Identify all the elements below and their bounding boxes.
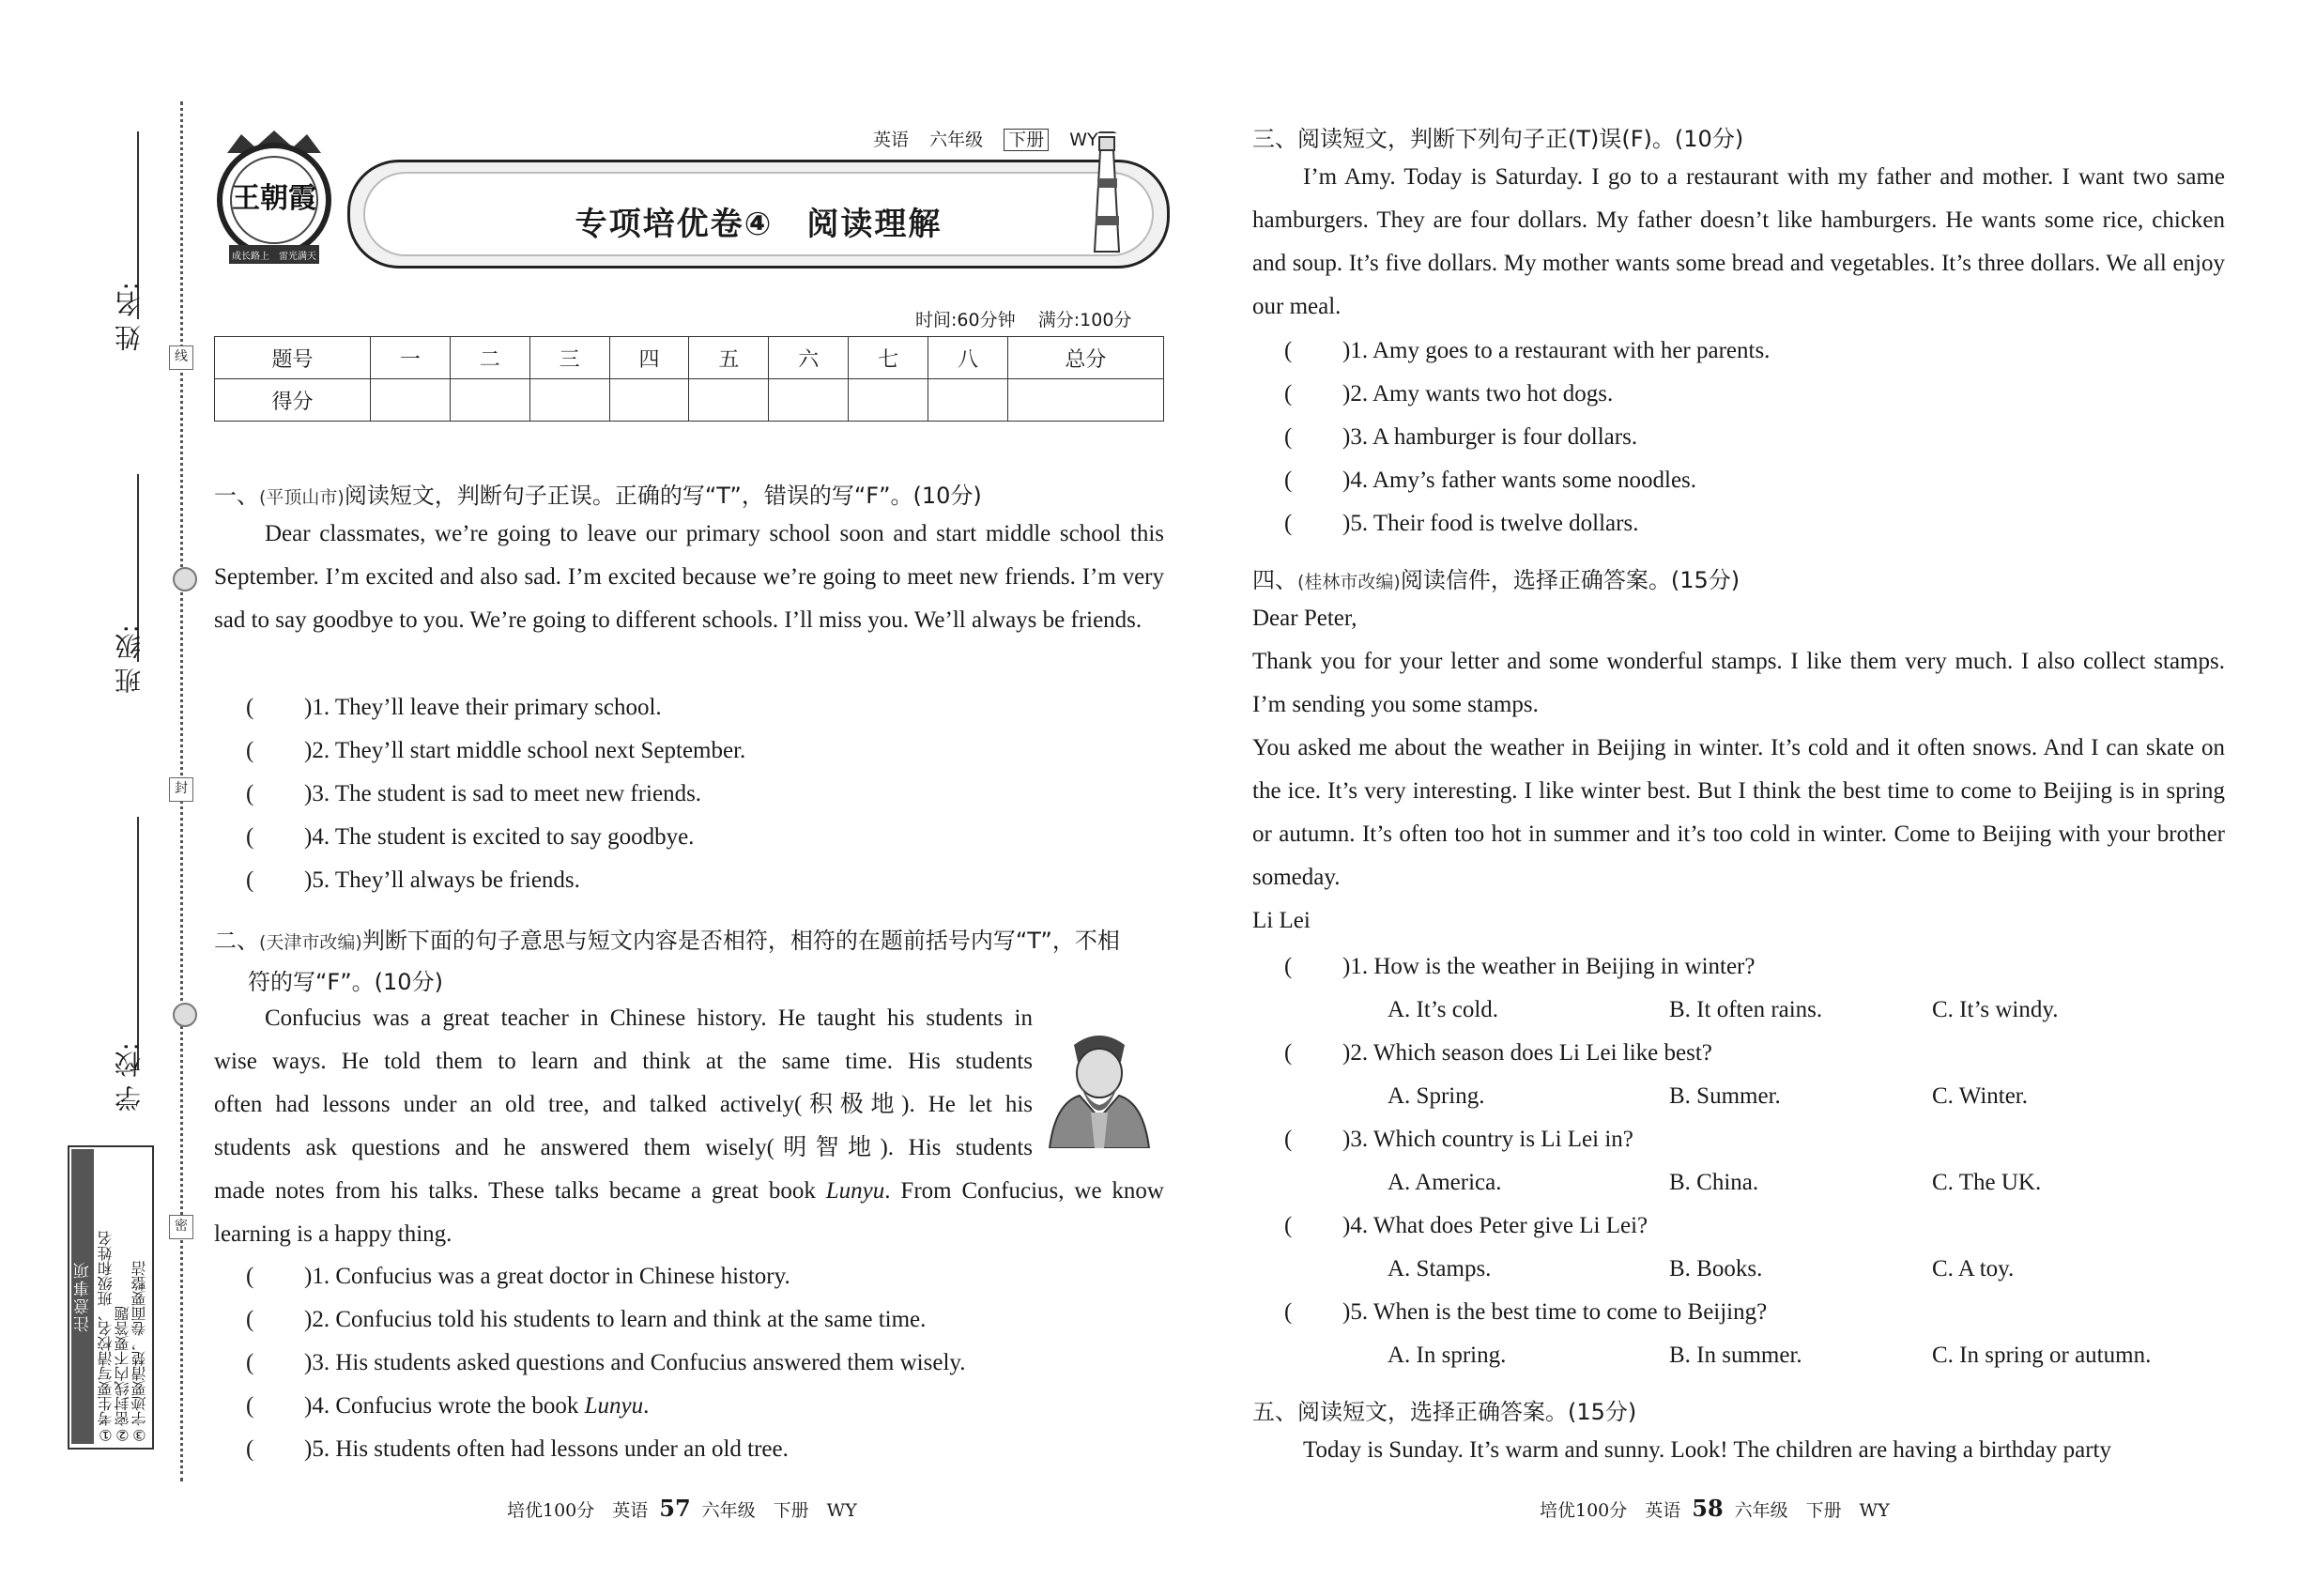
question-item[interactable]: ( )1. How is the weather in Beijing in winter? bbox=[1284, 954, 1756, 979]
crumb-grade: 六年级 bbox=[929, 130, 984, 150]
notice-title: 注意事项 bbox=[71, 1149, 94, 1444]
crumb-subject: 英语 bbox=[873, 130, 910, 150]
letter-paragraph-1: Thank you for your letter and some wonderful stamps. I like them very much. I also collect stamps. I’m sending you some stamps. bbox=[1252, 649, 2225, 717]
score-cell[interactable] bbox=[609, 379, 689, 422]
section-number: 二、 bbox=[214, 928, 259, 954]
question-item[interactable]: ( )2. Amy wants two hot dogs. bbox=[1284, 381, 1614, 407]
score-cell[interactable] bbox=[1007, 379, 1163, 422]
option-c[interactable]: C. It’s windy. bbox=[1932, 997, 2059, 1022]
section-source: (桂林市改编) bbox=[1297, 572, 1401, 592]
letter-paragraph-2: You asked me about the weather in Beijing in winter. It’s cold and it often snows. And I can skate on the ice. It’s very interesting. I like winter best. But I think the best time to come to Beijing is in spring or autumn. It’s often too hot in summer and it’s too cold in winter. Come to Beijing with your brother someday. bbox=[1252, 735, 2225, 890]
answer-bracket: ( bbox=[1284, 338, 1293, 363]
question-item[interactable]: ( )5. Their food is twelve dollars. bbox=[1284, 511, 1639, 536]
title-banner bbox=[347, 160, 1170, 269]
binding-mark: 封 bbox=[169, 777, 193, 802]
score-header-cell: 总分 bbox=[1007, 337, 1163, 379]
notice-box bbox=[68, 1145, 154, 1450]
question-item[interactable]: ( )2. Which season does Li Lei like best? bbox=[1284, 1040, 1712, 1066]
answer-bracket: ( bbox=[246, 738, 254, 763]
passage-line: Confucius was a great teacher in Chinese history. He taught his students in bbox=[265, 1005, 1033, 1031]
section-5-passage: Today is Sunday. It’s warm and sunny. Look! The children are having a birthday party bbox=[1303, 1437, 2111, 1463]
section-instruction: 阅读信件，选择正确答案。(15分) bbox=[1400, 567, 1740, 593]
binding-hole bbox=[173, 1003, 197, 1027]
section-instruction: 阅读短文，判断句子正误。正确的写“T”，错误的写“F”。(10分) bbox=[344, 483, 982, 509]
option-a[interactable]: A. In spring. bbox=[1388, 1343, 1507, 1368]
footer-left bbox=[507, 1495, 857, 1522]
score-cell[interactable] bbox=[769, 379, 849, 422]
passage-line: wise ways. He told them to learn and think at the same time. His students bbox=[214, 1049, 1033, 1074]
answer-bracket: ( bbox=[246, 824, 254, 850]
score-cell[interactable] bbox=[529, 379, 609, 422]
letter-greeting: Dear Peter, bbox=[1252, 606, 1357, 631]
section-instruction: 阅读短文，判断下列句子正(T)误(F)。(10分) bbox=[1297, 126, 1744, 152]
score-header-cell: 六 bbox=[769, 337, 849, 379]
section-5-heading bbox=[1252, 1393, 1636, 1426]
section-2-heading-cont: 符的写“F”。(10分) bbox=[248, 969, 443, 995]
answer-bracket: ( bbox=[246, 1436, 254, 1462]
option-a[interactable]: A. Stamps. bbox=[1388, 1256, 1492, 1281]
score-row-label: 得分 bbox=[215, 379, 371, 422]
answer-bracket: ( bbox=[1284, 1040, 1293, 1066]
binding-mark: 密 bbox=[169, 1215, 193, 1239]
page-number: 58 bbox=[1692, 1495, 1724, 1522]
logo-slogan: 成长路上 雷光满天 bbox=[232, 252, 316, 262]
score-header-cell: 题号 bbox=[215, 337, 371, 379]
score-header-cell: 四 bbox=[609, 337, 689, 379]
logo-text: 王朝霞 bbox=[232, 182, 316, 215]
section-number: 五、 bbox=[1252, 1399, 1297, 1425]
letter-signature: Li Lei bbox=[1252, 908, 1311, 933]
full-score: 满分:100分 bbox=[1037, 310, 1132, 330]
score-table-header-row bbox=[215, 337, 1164, 379]
class-label: 班 级: bbox=[114, 624, 145, 695]
brand-logo bbox=[208, 127, 340, 268]
question-item[interactable]: ( )2. Confucius told his students to learn and think at the same time. bbox=[246, 1307, 927, 1332]
answer-bracket: ( bbox=[246, 695, 254, 720]
option-c[interactable]: C. A toy. bbox=[1932, 1256, 2015, 1281]
section-2-passage-lines bbox=[214, 997, 1033, 1170]
section-1-passage: Dear classmates, we’re going to leave our primary school soon and start middle school this September. I’m excited and also sad. I’m excited because we’re going to meet new friends. I’m very sad to say goodbye to you. We’re going to different schools. I’ll miss you. We’ll always be friends. bbox=[214, 521, 1164, 633]
question-item[interactable]: ( )5. His students often had lessons under an old tree. bbox=[246, 1436, 789, 1462]
name-label: 姓 名: bbox=[114, 282, 145, 352]
question-item[interactable]: ( )3. His students asked questions and Confucius answered them wisely. bbox=[246, 1350, 966, 1375]
binding-hole bbox=[173, 567, 197, 591]
school-label: 学 校: bbox=[114, 1042, 145, 1113]
question-item[interactable]: ( )4. The student is excited to say goodbye. bbox=[246, 824, 695, 850]
section-source: (平顶山市) bbox=[259, 487, 345, 508]
option-b[interactable]: B. It often rains. bbox=[1669, 997, 1823, 1022]
question-item[interactable]: ( )4. Confucius wrote the book Lunyu. bbox=[246, 1393, 650, 1419]
option-a[interactable]: A. It’s cold. bbox=[1388, 997, 1499, 1022]
section-source: (天津市改编) bbox=[259, 932, 362, 953]
section-number: 一、 bbox=[214, 483, 259, 509]
question-item[interactable]: ( )4. What does Peter give Li Lei? bbox=[1284, 1213, 1648, 1238]
answer-bracket: ( bbox=[246, 1350, 254, 1375]
notice-line: ②密封线内不要答题 bbox=[114, 1306, 131, 1444]
question-item[interactable]: ( )3. A hamburger is four dollars. bbox=[1284, 424, 1638, 450]
section-3-passage: I’m Amy. Today is Saturday. I go to a restaurant with my father and mother. I want two same hamburgers. They are four dollars. My father doesn’t like hamburgers. He wants some rice, chicken and soup. It’s five dollars. My mother wants some bread and vegetables. It’s three dollars. We all enjoy our meal. bbox=[1252, 164, 2225, 319]
question-item[interactable]: ( )4. Amy’s father wants some noodles. bbox=[1284, 468, 1697, 493]
score-header-cell: 二 bbox=[450, 337, 529, 379]
score-cell[interactable] bbox=[849, 379, 928, 422]
score-header-cell: 五 bbox=[689, 337, 769, 379]
page-title: 专项培优卷④ 阅读理解 bbox=[575, 206, 943, 243]
notice-line: ①考生要写清校名、班级和姓名 bbox=[97, 1231, 115, 1444]
answer-bracket: ( bbox=[1284, 424, 1293, 450]
footer-label: 六年级 下册 WY bbox=[701, 1500, 857, 1521]
answer-bracket: ( bbox=[1284, 1127, 1293, 1152]
question-item[interactable]: ( )5. When is the best time to come to Beijing? bbox=[1284, 1299, 1768, 1325]
answer-bracket: ( bbox=[246, 1307, 254, 1332]
school-line bbox=[137, 817, 139, 1070]
confucius-portrait bbox=[1042, 1028, 1157, 1148]
score-cell[interactable] bbox=[450, 379, 529, 422]
lighthouse-icon bbox=[1087, 131, 1127, 253]
answer-bracket: ( bbox=[1284, 1299, 1293, 1325]
answer-bracket: ( bbox=[1284, 1213, 1293, 1238]
answer-bracket: ( bbox=[246, 867, 254, 893]
section-4-heading bbox=[1252, 561, 1740, 594]
question-item[interactable]: ( )1. Confucius was a great doctor in Chinese history. bbox=[246, 1264, 790, 1289]
question-item[interactable]: ( )1. They’ll leave their primary school. bbox=[246, 695, 662, 720]
page-number: 57 bbox=[659, 1495, 691, 1522]
passage-line: students ask questions and he answered them wisely(明智地). His students bbox=[214, 1135, 1033, 1160]
question-item[interactable]: ( )3. Which country is Li Lei in? bbox=[1284, 1127, 1633, 1152]
score-cell[interactable] bbox=[689, 379, 769, 422]
score-table bbox=[214, 336, 1164, 422]
section-1-heading bbox=[214, 477, 982, 510]
option-b[interactable]: B. Books. bbox=[1669, 1256, 1763, 1281]
footer-label: 六年级 下册 WY bbox=[1734, 1500, 1890, 1521]
question-item[interactable]: ( )2. They’ll start middle school next September. bbox=[246, 738, 746, 763]
score-cell[interactable] bbox=[371, 379, 451, 422]
crumb-volume: 下册 bbox=[1004, 129, 1049, 151]
answer-bracket: ( bbox=[246, 1264, 254, 1289]
question-item[interactable]: ( )3. The student is sad to meet new friends. bbox=[246, 781, 702, 806]
score-table-score-row bbox=[215, 379, 1164, 422]
notice-line: ③字迹要清楚，卷面要整洁 bbox=[130, 1261, 148, 1444]
question-item[interactable]: ( )1. Amy goes to a restaurant with her parents. bbox=[1284, 338, 1771, 363]
footer-label: 培优100分 英语 bbox=[507, 1500, 649, 1521]
section-instruction: 阅读短文，选择正确答案。(15分) bbox=[1297, 1399, 1637, 1425]
option-b[interactable]: B. In summer. bbox=[1669, 1343, 1802, 1368]
section-number: 三、 bbox=[1252, 126, 1297, 152]
option-c[interactable]: C. In spring or autumn. bbox=[1932, 1343, 2152, 1368]
score-header-cell: 八 bbox=[928, 337, 1008, 379]
section-2-heading bbox=[214, 922, 1120, 955]
section-2-passage-cont: made notes from his talks. These talks became a great book Lunyu. From Confucius, we know learning is a happy thing. bbox=[214, 1178, 1164, 1247]
answer-bracket: ( bbox=[1284, 954, 1293, 979]
section-number: 四、 bbox=[1252, 567, 1297, 593]
section-instruction: 判断下面的句子意思与短文内容是否相符，相符的在题前括号内写“T”，不相 bbox=[361, 928, 1120, 954]
answer-bracket: ( bbox=[246, 1393, 254, 1419]
option-a[interactable]: A. America. bbox=[1388, 1170, 1502, 1195]
answer-bracket: ( bbox=[1284, 381, 1293, 407]
answer-bracket: ( bbox=[246, 781, 254, 806]
score-header-cell: 一 bbox=[371, 337, 451, 379]
footer-label: 培优100分 英语 bbox=[1540, 1500, 1681, 1521]
crumb-edition: WY bbox=[1069, 130, 1098, 150]
subject-crumbs bbox=[873, 126, 1113, 151]
binding-mark: 线 bbox=[169, 345, 193, 370]
option-c[interactable]: C. Winter. bbox=[1932, 1083, 2029, 1109]
time-limit: 时间:60分钟 bbox=[915, 310, 1016, 330]
option-c[interactable]: C. The UK. bbox=[1932, 1170, 2042, 1195]
score-header-cell: 三 bbox=[529, 337, 609, 379]
section-3-heading bbox=[1252, 120, 1743, 153]
answer-bracket: ( bbox=[1284, 511, 1293, 536]
option-b[interactable]: B. China. bbox=[1669, 1170, 1759, 1195]
passage-line: often had lessons under an old tree, and talked actively(积极地). He let his bbox=[214, 1092, 1033, 1117]
score-cell[interactable] bbox=[928, 379, 1008, 422]
notice-text bbox=[98, 1149, 150, 1444]
option-b[interactable]: B. Summer. bbox=[1669, 1083, 1781, 1109]
footer-right bbox=[1540, 1495, 1890, 1522]
score-header-cell: 七 bbox=[849, 337, 928, 379]
exam-meta bbox=[915, 306, 1131, 331]
question-item[interactable]: ( )5. They’ll always be friends. bbox=[246, 867, 580, 893]
answer-bracket: ( bbox=[1284, 468, 1293, 493]
option-a[interactable]: A. Spring. bbox=[1388, 1083, 1485, 1109]
